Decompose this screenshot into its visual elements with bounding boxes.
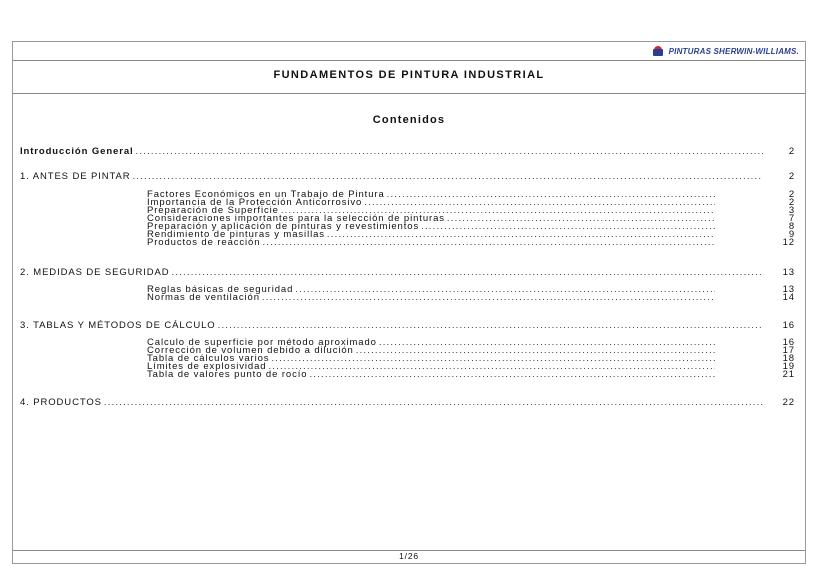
toc-item-page: 21 — [782, 369, 795, 380]
toc-leader — [172, 268, 763, 278]
toc-leader — [447, 215, 715, 223]
toc-item-label: Preparación y aplicación de pinturas y revestimientos — [147, 221, 420, 232]
toc-section-page: 22 — [782, 397, 795, 408]
toc-item-page: 18 — [782, 353, 795, 364]
toc-item-label: Normas de ventilación — [147, 292, 260, 303]
toc-item-label: Consideraciones importantes para la selección de pinturas — [147, 213, 445, 224]
toc-section-page: 2 — [788, 171, 795, 182]
toc-leader — [262, 239, 715, 247]
toc-item-page: 17 — [782, 345, 795, 356]
toc-leader — [295, 286, 715, 294]
toc-item-label: Calculo de superficie por método aproximado — [147, 337, 377, 348]
toc-leader — [421, 223, 715, 231]
toc-section-label: 3. TABLAS Y MÉTODOS DE CÁLCULO — [20, 320, 216, 331]
toc-intro[interactable] — [20, 147, 795, 157]
toc-item-page: 16 — [782, 337, 795, 348]
toc-section-label: 4. PRODUCTOS — [20, 397, 102, 408]
toc-item-label: Preparación de Superficie — [147, 205, 279, 216]
toc-item-page: 19 — [782, 361, 795, 372]
toc-leader — [309, 371, 715, 379]
document-title: FUNDAMENTOS DE PINTURA INDUSTRIAL — [273, 69, 545, 81]
toc-item-label: Factores Económicos en un Trabajo de Pintura — [147, 189, 385, 200]
toc-leader — [271, 355, 715, 363]
contents-heading: Contenidos — [372, 114, 446, 126]
toc-item-label: Productos de reacción — [147, 237, 261, 248]
toc-item-label: Tabla de cálculos varios — [147, 353, 270, 364]
toc-item-page: 12 — [782, 237, 795, 248]
toc-intro-label: Introducción General — [20, 146, 134, 157]
toc-item[interactable] — [147, 239, 717, 247]
toc-item-label: Reglas básicas de seguridad — [147, 284, 294, 295]
page-indicator: 1/26 — [399, 551, 419, 561]
toc-section-page: 16 — [782, 320, 795, 331]
toc-leader — [218, 321, 763, 331]
toc-leader — [133, 172, 763, 182]
toc-leader — [104, 398, 763, 408]
toc-item-label: Tabla de valores punto de rocío — [147, 369, 308, 380]
toc-item-label: Importancia de la Protección Anticorrosivo — [147, 197, 363, 208]
toc-leader — [379, 339, 715, 347]
toc-item-page: 3 — [788, 205, 795, 216]
toc-section-label: 1. ANTES DE PINTAR — [20, 171, 131, 182]
toc-item-page: 13 — [782, 284, 795, 295]
toc-section-label: 2. MEDIDAS DE SEGURIDAD — [20, 267, 170, 278]
document-page — [12, 41, 806, 564]
brand-name: PINTURAS SHERWIN-WILLIAMS. — [668, 46, 799, 56]
toc-item-page: 2 — [788, 197, 795, 208]
toc-item-page: 2 — [788, 189, 795, 200]
toc-leader — [356, 347, 715, 355]
toc-leader — [327, 231, 715, 239]
toc-item-page: 9 — [788, 229, 795, 240]
toc-leader — [262, 294, 715, 302]
toc-section-1[interactable] — [20, 172, 795, 182]
toc-section-page: 13 — [782, 267, 795, 278]
header-divider — [13, 60, 805, 61]
toc-item-page: 14 — [782, 292, 795, 303]
toc-section-3[interactable] — [20, 321, 795, 331]
toc-leader — [136, 147, 763, 157]
toc-item-page: 7 — [788, 213, 795, 224]
toc-item-label: Límites de explosividad — [147, 361, 267, 372]
toc-item[interactable] — [147, 294, 717, 302]
toc-item-label: Rendimiento de pinturas y masillas — [147, 229, 325, 240]
toc-leader — [268, 363, 715, 371]
brand-header — [651, 46, 799, 56]
toc-intro-page: 2 — [788, 146, 795, 157]
toc-section-4[interactable] — [20, 398, 795, 408]
title-divider — [13, 93, 805, 94]
toc-item[interactable] — [147, 371, 717, 379]
toc-item-page: 8 — [788, 221, 795, 232]
toc-leader — [387, 191, 715, 199]
sherwin-williams-logo-icon — [651, 46, 665, 56]
toc-section-2[interactable] — [20, 268, 795, 278]
toc-item-label: Corrección de volumen debido a dilución — [147, 345, 354, 356]
toc-leader — [364, 199, 715, 207]
